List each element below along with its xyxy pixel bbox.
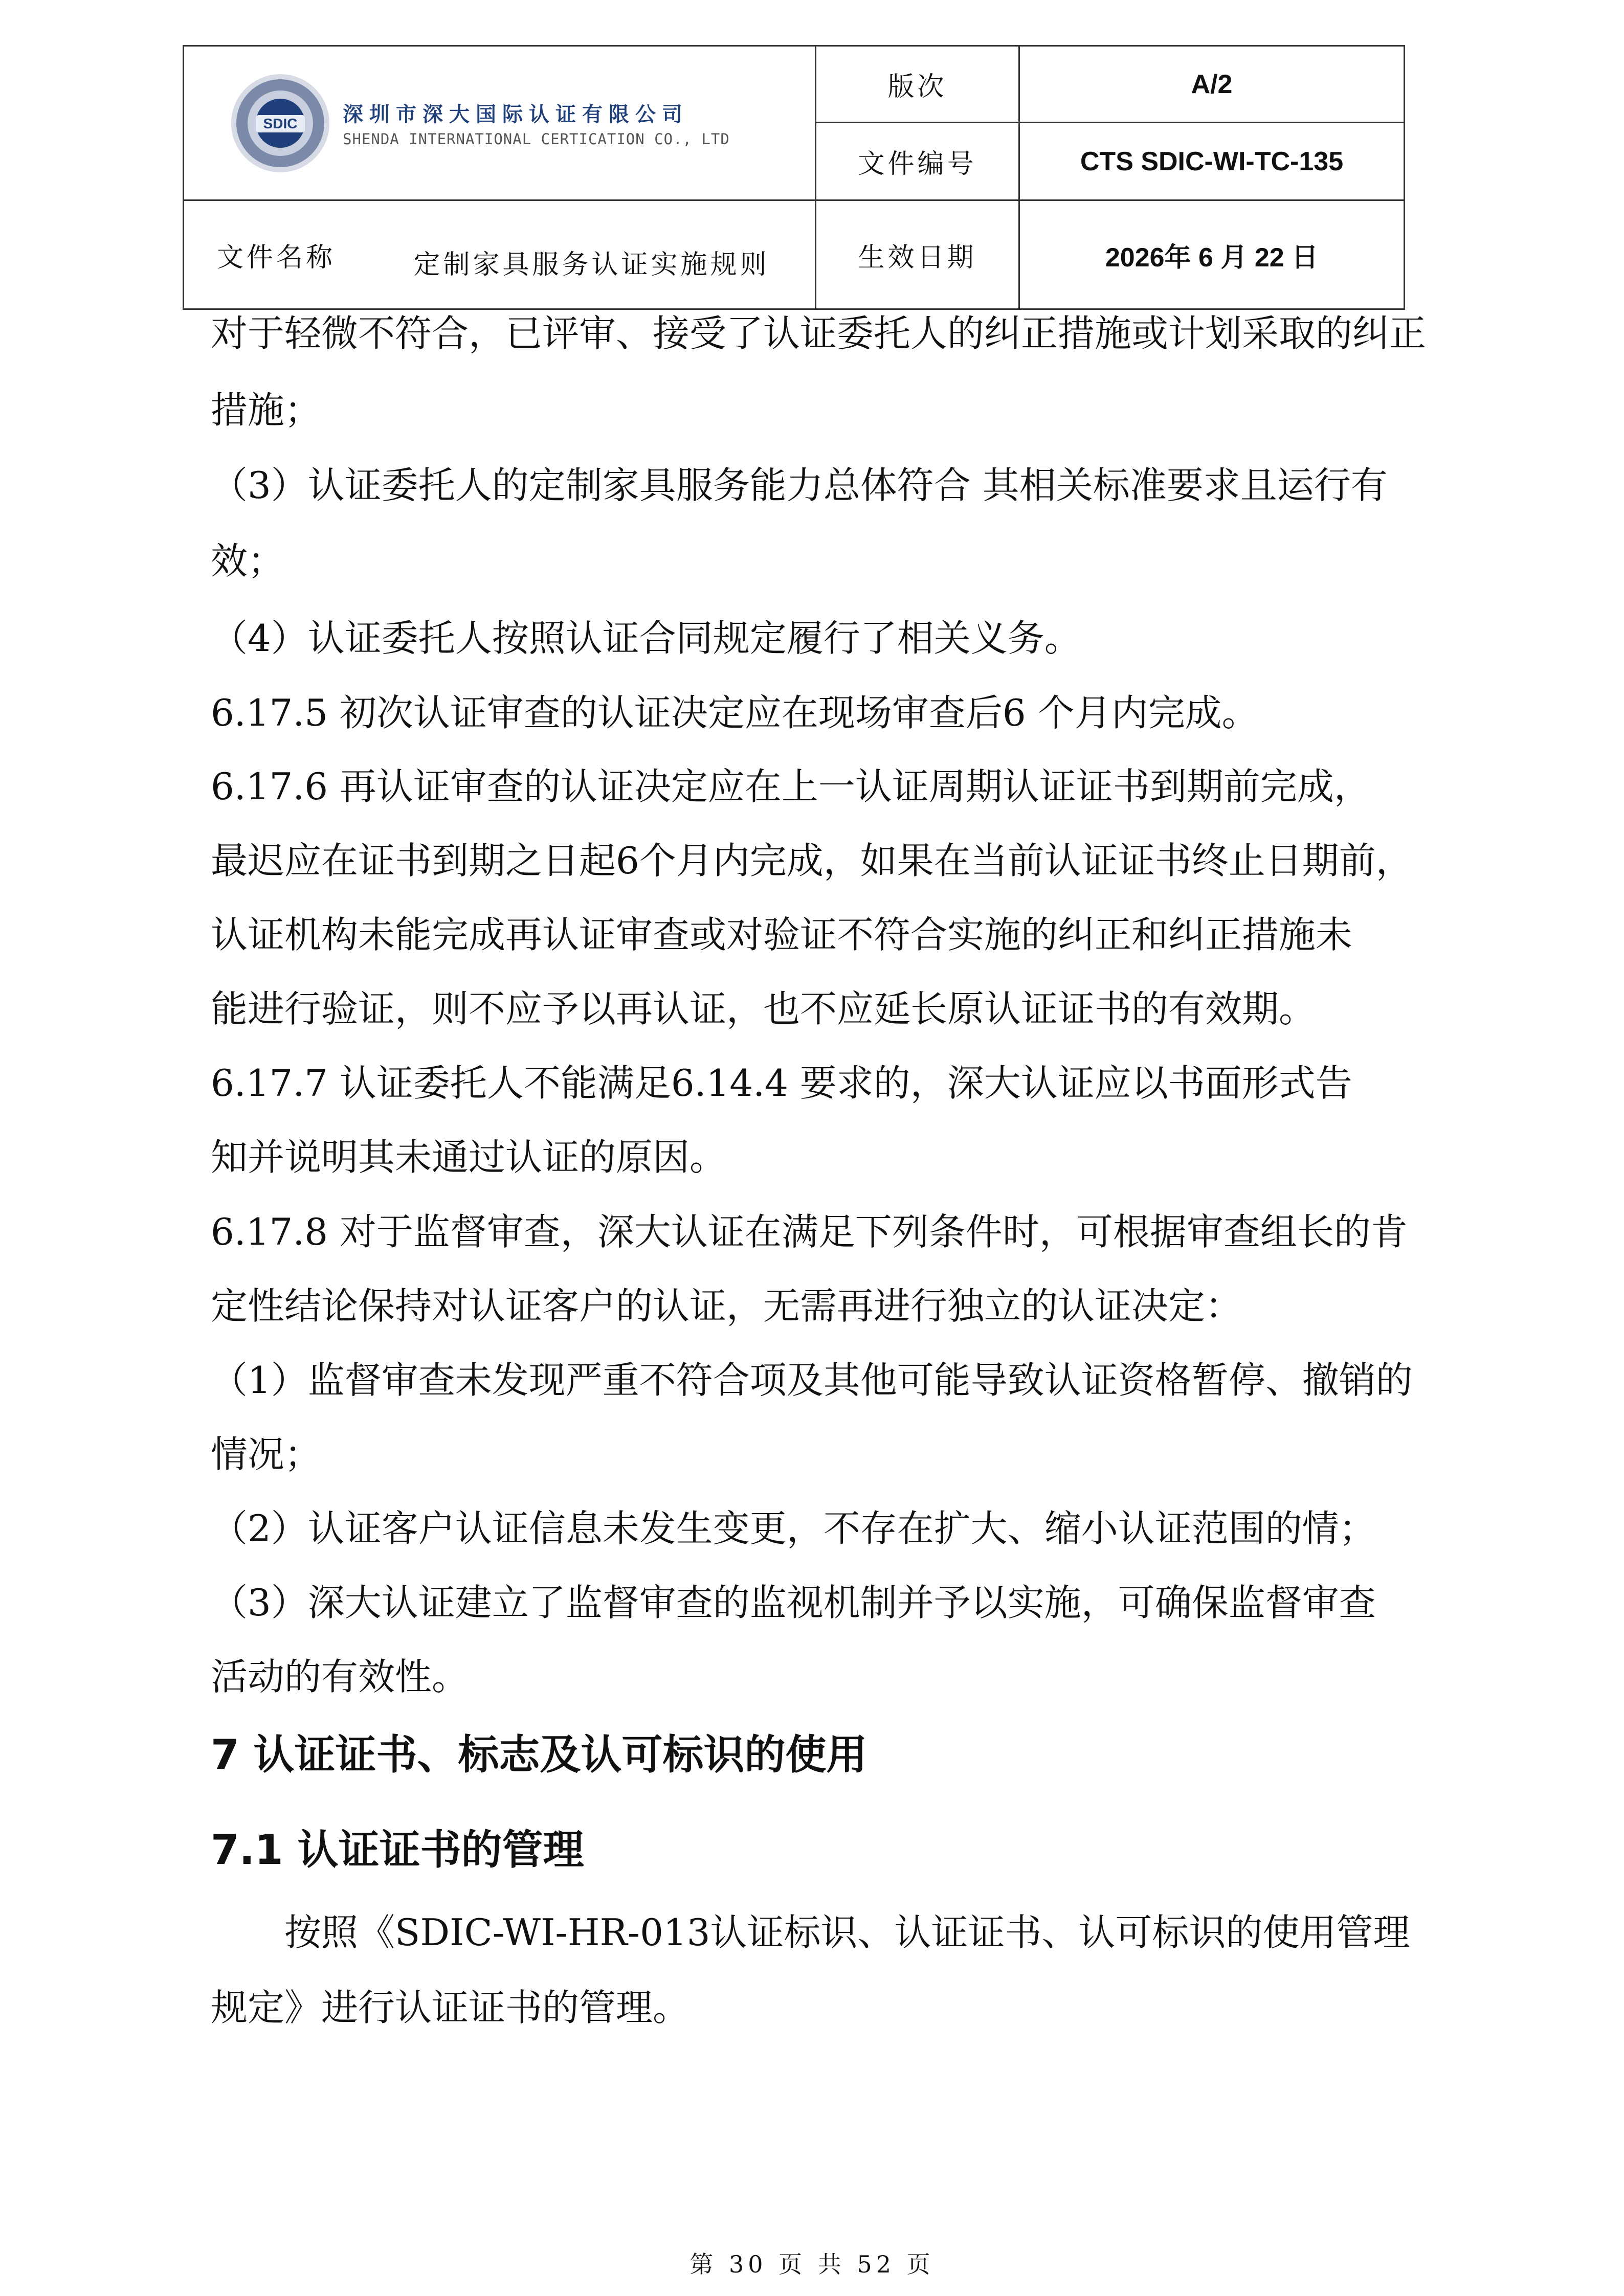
body-line: 6.17.8 对于监督审查，深大认证在满足下列条件时，可根据审查组长的肯 xyxy=(211,1210,1408,1253)
body-line: 对于轻微不符合，已评审、接受了认证委托人的纠正措施或计划采取的纠正 xyxy=(211,312,1427,355)
body-line: 6.17.5 初次认证审查的认证决定应在现场审查后6 个月内完成。 xyxy=(211,691,1259,734)
body-line: （2）认证客户认证信息未发生变更，不存在扩大、缩小认证范围的情； xyxy=(211,1507,1376,1550)
body-line: 知并说明其未通过认证的原因。 xyxy=(211,1136,727,1179)
doc-name-value: 定制家具服务认证实施规则 xyxy=(413,249,770,280)
section-7-1-paragraph-line: 规定》进行认证证书的管理。 xyxy=(211,1986,690,2029)
body-line: 情况； xyxy=(211,1433,322,1476)
body-line: 活动的有效性。 xyxy=(211,1655,469,1698)
company-name-en: SHENDA INTERNATIONAL CERTICATION CO., LTD xyxy=(343,130,730,148)
body-line: 效； xyxy=(211,539,285,582)
body-line: 定性结论保持对认证客户的认证，无需再进行独立的认证决定： xyxy=(211,1285,1242,1327)
section-7-1-paragraph-line: 按照《SDIC-WI-HR-013认证标识、认证证书、认可标识的使用管理 xyxy=(284,1911,1410,1954)
body-line: （1）监督审查未发现严重不符合项及其他可能导致认证资格暂停、撤销的 xyxy=(211,1359,1413,1402)
section-7-heading: 7 认证证书、标志及认可标识的使用 xyxy=(211,1731,867,1779)
section-7-1-heading: 7.1 认证证书的管理 xyxy=(211,1826,584,1874)
body-line: 措施； xyxy=(211,389,322,432)
body-line: 最迟应在证书到期之日起6个月内完成，如果在当前认证证书终止日期前， xyxy=(211,839,1413,882)
body-line: 6.17.6 再认证审查的认证决定应在上一认证周期认证证书到期前完成， xyxy=(211,765,1371,808)
effective-date-label: 生效日期 xyxy=(816,200,1019,309)
body-line: （3）深大认证建立了监督审查的监视机制并予以实施，可确保监督审查 xyxy=(211,1581,1376,1624)
body-line: 认证机构未能完成再认证审查或对验证不符合实施的纠正和纠正措施未 xyxy=(211,913,1353,956)
doc-number-label: 文件编号 xyxy=(816,123,1019,200)
company-name-cn: 深圳市深大国际认证有限公司 xyxy=(343,103,688,126)
version-label: 版次 xyxy=(816,46,1019,123)
logo-text: SDIC xyxy=(263,115,298,131)
doc-number-value: CTS SDIC-WI-TC-135 xyxy=(1019,123,1405,200)
body-line: （4）认证委托人按照认证合同规定履行了相关义务。 xyxy=(211,617,1081,660)
body-line: 能进行验证，则不应予以再认证，也不应延长原认证证书的有效期。 xyxy=(211,987,1316,1030)
page-number-footer: 第 30 页 共 52 页 xyxy=(689,2250,935,2278)
doc-name-label: 文件名称 xyxy=(216,242,336,273)
version-value: A/2 xyxy=(1019,46,1405,123)
effective-date-value: 2026年 6 月 22 日 xyxy=(1019,200,1405,309)
body-line: 6.17.7 认证委托人不能满足6.14.4 要求的，深大认证应以书面形式告 xyxy=(211,1062,1352,1105)
body-line: （3）认证委托人的定制家具服务能力总体符合 其相关标准要求且运行有 xyxy=(211,464,1388,507)
